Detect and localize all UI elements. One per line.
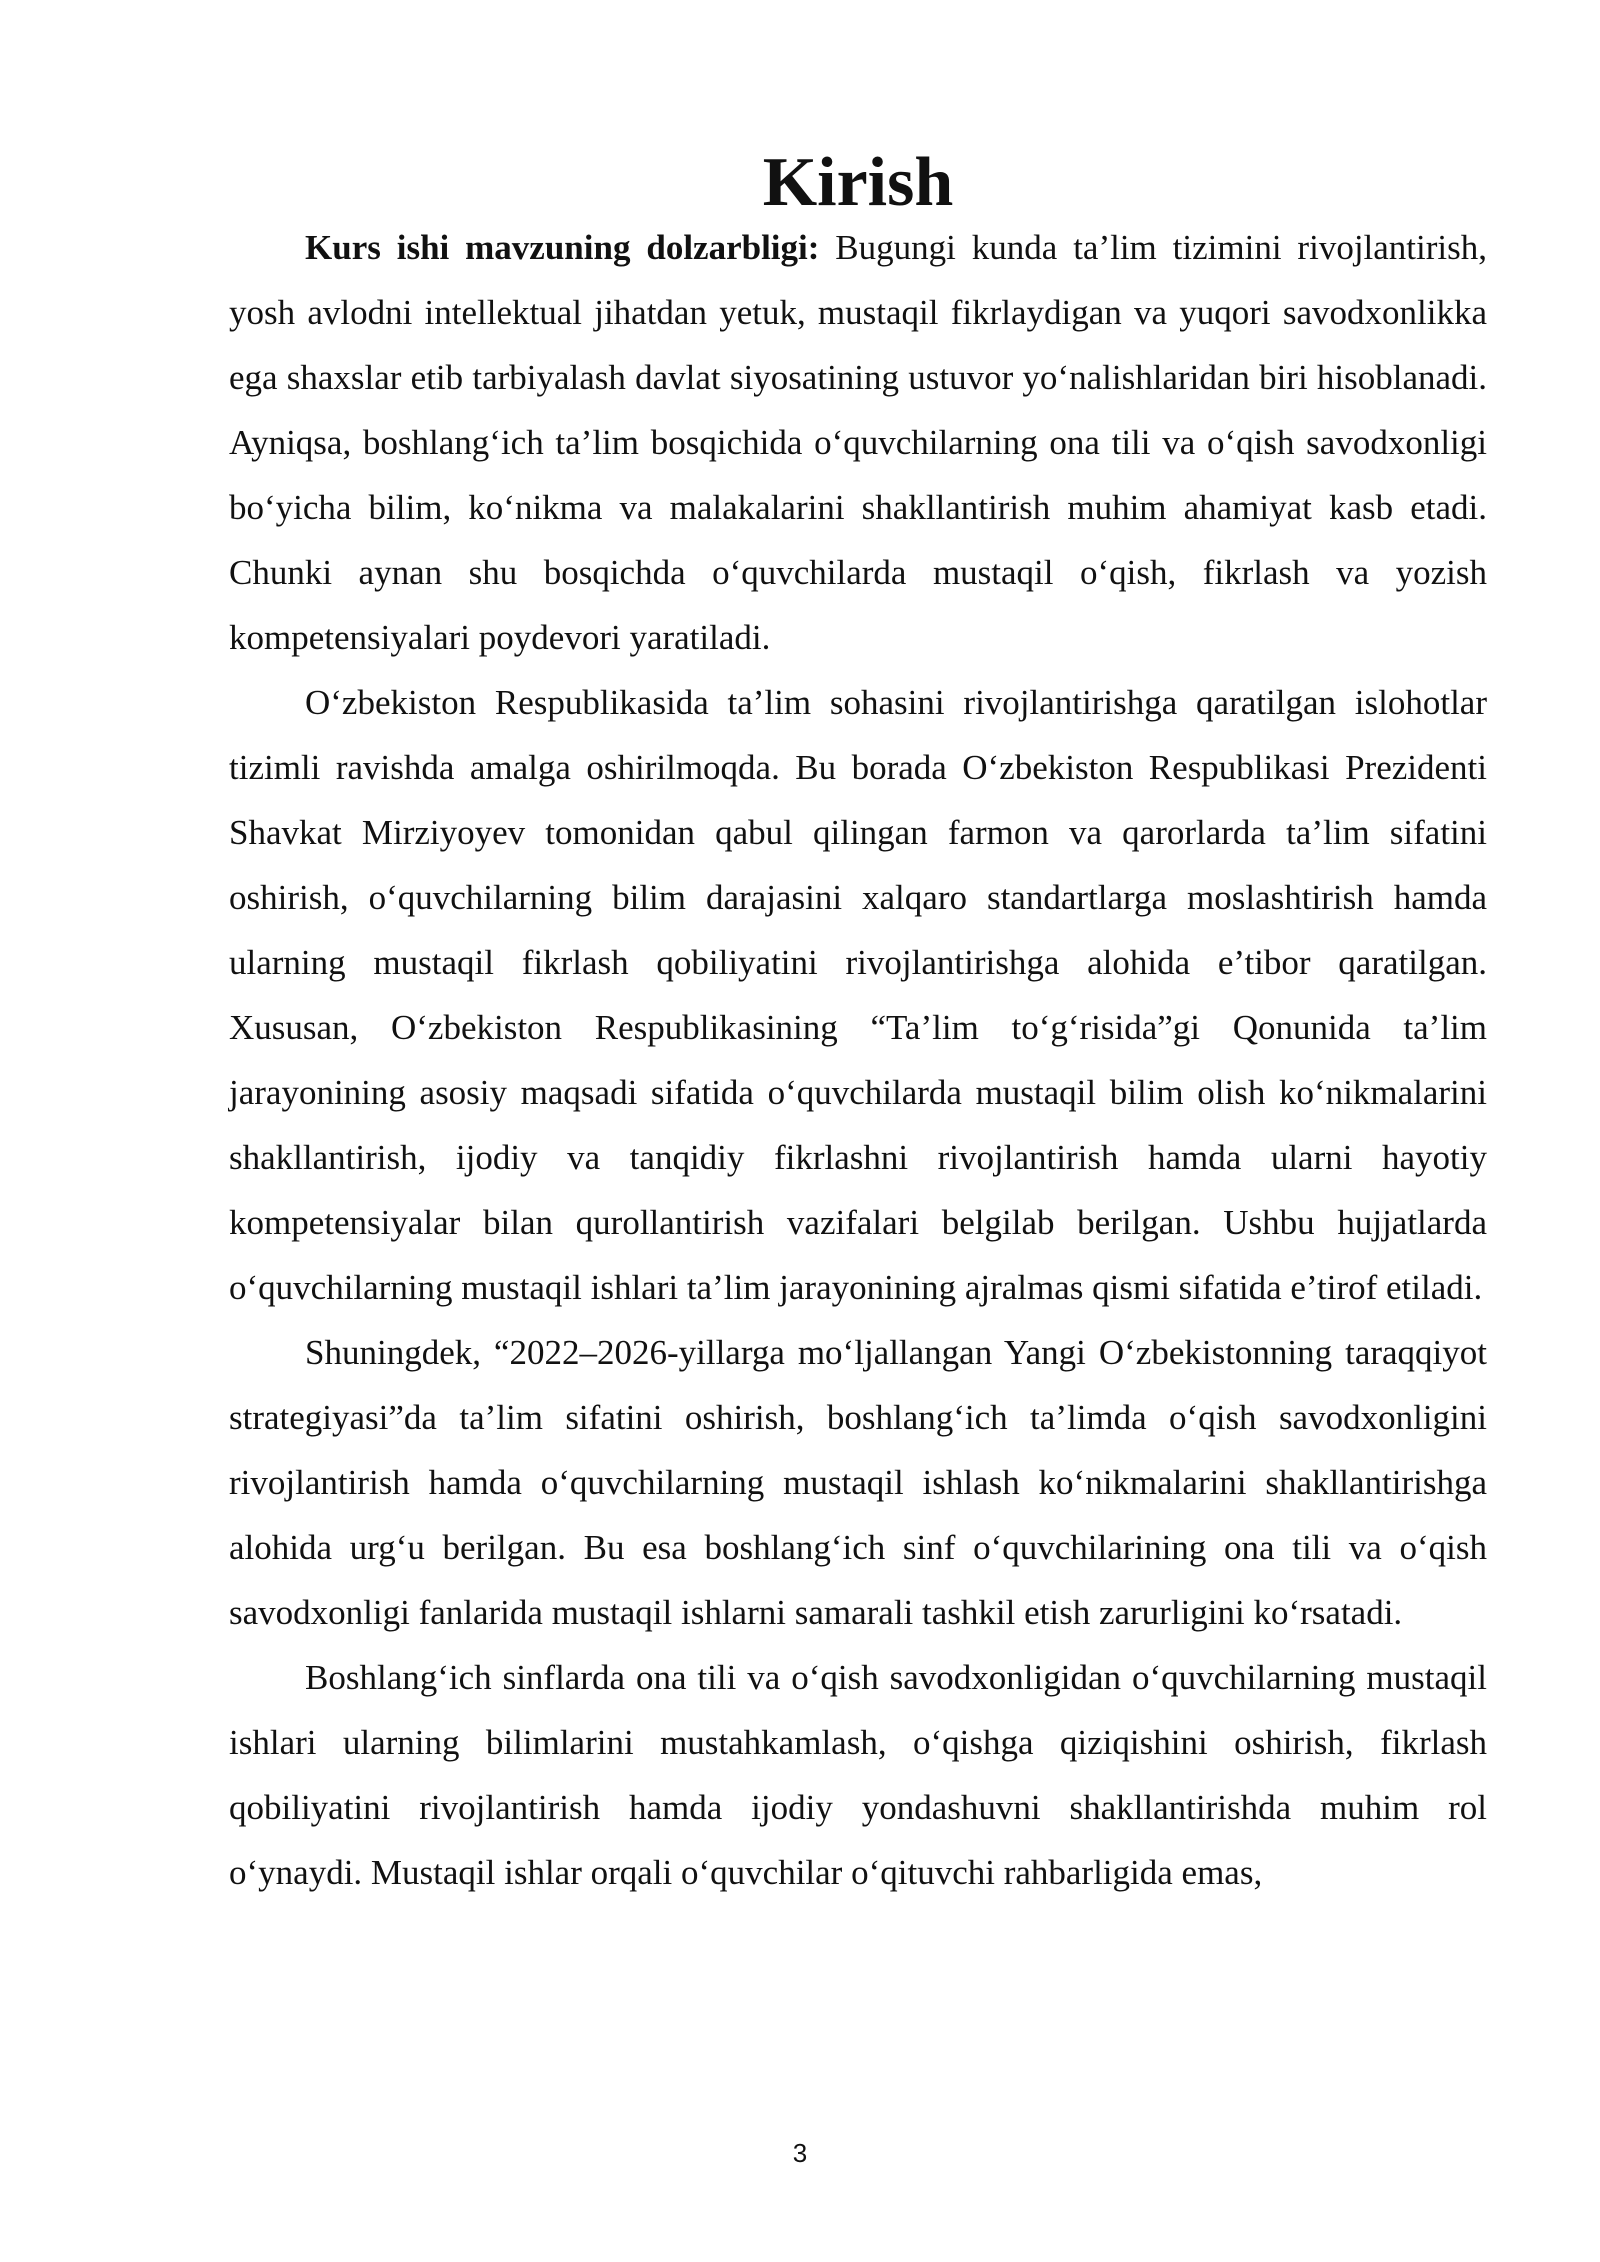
paragraph-strategy: Shuningdek, “2022–2026-yillarga mo‘ljallangan Yangi O‘zbekistonning taraqqiyot strategiyasi”da ta’lim sifatini oshirish, boshlang‘ich ta’limda o‘qish savodxonligini rivojlantirish hamda o‘quvchilarning mustaqil ishlash ko‘nikmalarini shakllantirishga alohida urg‘u berilgan. Bu esa boshlang‘ich sinf o‘quvchilarining ona tili va o‘qish savodxonligi fanlarida mustaqil ishlarni samarali tashkil etish zarurligini ko‘rsatadi. <box>229 1333 1487 1632</box>
paragraph-text: Bugungi kunda ta’lim tizimini rivojlantirish, yosh avlodni intellektual jihatdan yetuk, mustaqil fikrlaydigan va yuqori savodxonlikka ega shaxslar etib tarbiyalash davlat siyosatining ustuvor yo‘nalishlaridan biri hisoblanadi. Ayniqsa, boshlang‘ich ta’lim bosqichida o‘quvchilarning ona tili va o‘qish savodxonligi bo‘yicha bilim, ko‘nikma va malakalarini shakllantirish muhim ahamiyat kasb etadi. Chunki aynan shu bosqichda o‘quvchilarda mustaqil o‘qish, fikrlash va yozish kompetensiyalari poydevori yaratiladi. <box>229 228 1487 657</box>
document-body <box>229 144 1487 1905</box>
paragraph-reforms: O‘zbekiston Respublikasida ta’lim sohasini rivojlantirishga qaratilgan islohotlar tizimli ravishda amalga oshirilmoqda. Bu borada O‘zbekiston Respublikasi Prezidenti Shavkat Mirziyoyev tomonidan qabul qilingan farmon va qarorlarda ta’lim sifatini oshirish, o‘quvchilarning bilim darajasini xalqaro standartlarga moslashtirish hamda ularning mustaqil fikrlash qobiliyatini rivojlantirishga alohida e’tibor qaratilgan. Xususan, O‘zbekiston Respublikasining “Ta’lim to‘g‘risida”gi Qonunida ta’lim jarayonining asosiy maqsadi sifatida o‘quvchilarda mustaqil bilim olish ko‘nikmalarini shakllantirish, ijodiy va tanqidiy fikrlashni rivojlantirish hamda ularni hayotiy kompetensiyalar bilan qurollantirish vazifalari belgilab berilgan. Ushbu hujjatlarda o‘quvchilarning mustaqil ishlari ta’lim jarayonining ajralmas qismi sifatida e’tirof etiladi. <box>229 683 1487 1307</box>
paragraph-independent-work: Boshlang‘ich sinflarda ona tili va o‘qish savodxonligidan o‘quvchilarning mustaqil ishlari ularning bilimlarini mustahkamlash, o‘qishga qiziqishini oshirish, fikrlash qobiliyatini rivojlantirish hamda ijodiy yondashuvni shakllantirishda muhim rol o‘ynaydi. Mustaqil ishlar orqali o‘quvchilar o‘qituvchi rahbarligida emas, <box>229 1658 1487 1892</box>
paragraph-lead-heading: Kurs ishi mavzuning dolzarbligi: <box>305 228 820 267</box>
page-number: 3 <box>792 2138 808 2168</box>
paragraph-relevance <box>229 215 1487 670</box>
section-title: Kirish <box>762 144 954 221</box>
